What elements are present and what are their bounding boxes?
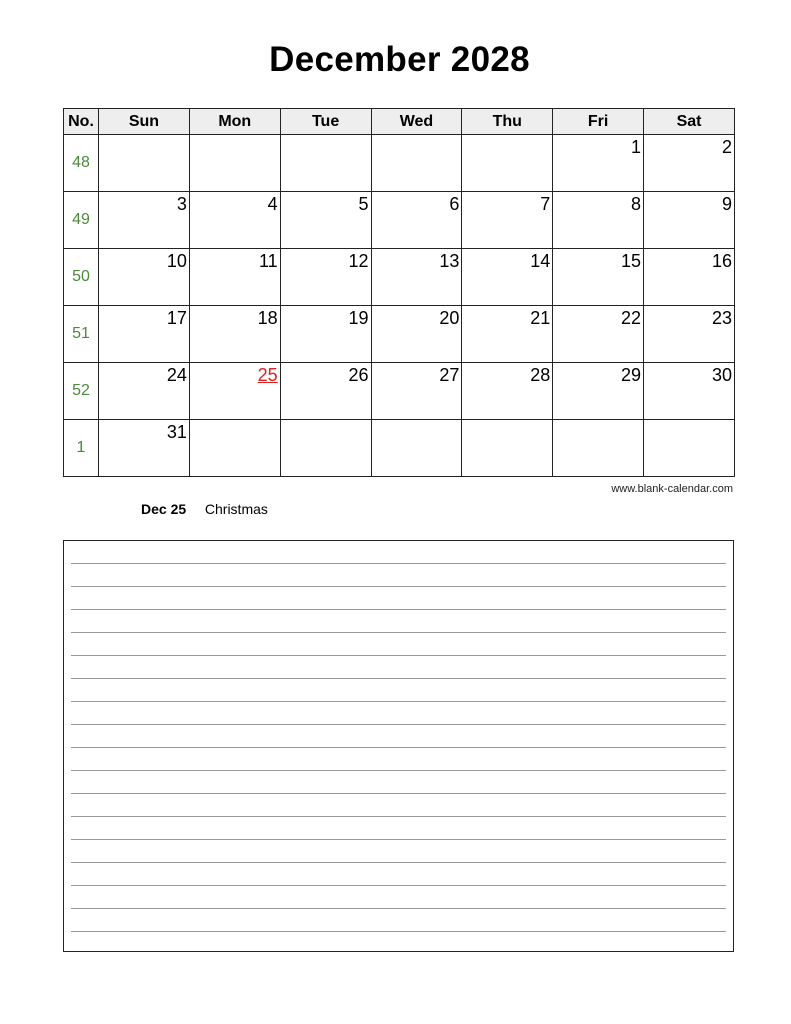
day-number: 13 <box>439 251 460 271</box>
week-number: 1 <box>64 420 99 477</box>
day-cell[interactable] <box>553 249 644 306</box>
day-number: 11 <box>259 251 278 271</box>
day-cell[interactable] <box>99 135 190 192</box>
day-cell[interactable] <box>644 135 735 192</box>
day-cell[interactable] <box>644 306 735 363</box>
holiday-item <box>141 501 268 517</box>
week-row <box>64 135 735 192</box>
day-cell[interactable] <box>280 420 371 477</box>
day-number: 21 <box>530 308 551 328</box>
holiday-day-number: 25 <box>257 365 278 385</box>
day-cell[interactable] <box>189 306 280 363</box>
day-number: 19 <box>348 308 369 328</box>
day-cell[interactable] <box>99 192 190 249</box>
holiday-date: Dec 25 <box>141 501 187 517</box>
day-number: 26 <box>348 365 369 385</box>
day-cell[interactable] <box>99 363 190 420</box>
week-row <box>64 420 735 477</box>
day-number: 16 <box>711 251 732 271</box>
day-cell[interactable] <box>371 420 462 477</box>
page-title: December 2028 <box>269 40 530 79</box>
day-cell[interactable] <box>280 306 371 363</box>
day-cell[interactable] <box>553 135 644 192</box>
day-number: 30 <box>711 365 732 385</box>
week-number: 52 <box>64 363 99 420</box>
day-number: 28 <box>530 365 551 385</box>
day-cell[interactable] <box>189 363 280 420</box>
day-cell[interactable] <box>462 249 553 306</box>
day-number: 4 <box>267 194 278 214</box>
day-number: 10 <box>166 251 187 271</box>
day-cell[interactable] <box>462 420 553 477</box>
day-cell[interactable] <box>99 420 190 477</box>
weekday-header-row <box>64 109 735 135</box>
day-number: 18 <box>257 308 278 328</box>
day-number: 6 <box>449 194 460 214</box>
day-number: 9 <box>721 194 732 214</box>
day-cell[interactable] <box>280 363 371 420</box>
day-cell[interactable] <box>189 135 280 192</box>
day-cell[interactable] <box>553 306 644 363</box>
day-cell[interactable] <box>371 192 462 249</box>
day-number: 20 <box>439 308 460 328</box>
day-cell[interactable] <box>280 135 371 192</box>
day-cell[interactable] <box>462 192 553 249</box>
day-number: 17 <box>166 308 187 328</box>
week-row <box>64 363 735 420</box>
day-number: 5 <box>358 194 369 214</box>
day-cell[interactable] <box>644 363 735 420</box>
day-number: 1 <box>631 137 642 157</box>
day-number: 12 <box>348 251 369 271</box>
day-cell[interactable] <box>553 363 644 420</box>
day-cell[interactable] <box>99 249 190 306</box>
day-number: 23 <box>711 308 732 328</box>
calendar-grid <box>63 108 735 477</box>
day-cell[interactable] <box>371 363 462 420</box>
day-number: 3 <box>176 194 187 214</box>
day-number: 24 <box>166 365 187 385</box>
notes-area[interactable] <box>63 540 734 952</box>
day-number: 8 <box>631 194 642 214</box>
day-number: 2 <box>721 137 732 157</box>
day-cell[interactable] <box>189 192 280 249</box>
week-number: 48 <box>64 135 99 192</box>
weekday-header-thu: Thu <box>462 109 553 135</box>
day-number: 14 <box>530 251 551 271</box>
day-cell[interactable] <box>553 420 644 477</box>
day-cell[interactable] <box>371 306 462 363</box>
week-row <box>64 306 735 363</box>
week-row <box>64 249 735 306</box>
day-cell[interactable] <box>280 192 371 249</box>
weekday-header-fri: Fri <box>553 109 644 135</box>
weekday-header-mon: Mon <box>189 109 280 135</box>
weekday-header-tue: Tue <box>280 109 371 135</box>
day-cell[interactable] <box>189 420 280 477</box>
week-number-header: No. <box>64 109 99 135</box>
week-number: 51 <box>64 306 99 363</box>
holiday-name: Christmas <box>204 501 268 517</box>
day-number: 29 <box>621 365 642 385</box>
calendar-body <box>64 135 735 477</box>
day-cell[interactable] <box>462 135 553 192</box>
day-number: 15 <box>621 251 642 271</box>
day-cell[interactable] <box>553 192 644 249</box>
weekday-header-sat: Sat <box>644 109 735 135</box>
day-cell[interactable] <box>462 306 553 363</box>
day-cell[interactable] <box>644 420 735 477</box>
day-cell[interactable] <box>644 192 735 249</box>
day-cell[interactable] <box>189 249 280 306</box>
weekday-header-sun: Sun <box>99 109 190 135</box>
day-cell[interactable] <box>99 306 190 363</box>
week-row <box>64 192 735 249</box>
day-cell[interactable] <box>371 135 462 192</box>
week-number: 49 <box>64 192 99 249</box>
holiday-list <box>141 501 268 517</box>
day-number: 31 <box>166 422 187 442</box>
day-cell[interactable] <box>371 249 462 306</box>
day-number: 27 <box>439 365 460 385</box>
day-cell[interactable] <box>462 363 553 420</box>
day-number: 7 <box>540 194 551 214</box>
week-number: 50 <box>64 249 99 306</box>
day-number: 22 <box>621 308 642 328</box>
day-cell[interactable] <box>280 249 371 306</box>
weekday-header-wed: Wed <box>371 109 462 135</box>
day-cell[interactable] <box>644 249 735 306</box>
source-url: www.blank-calendar.com <box>611 483 733 495</box>
